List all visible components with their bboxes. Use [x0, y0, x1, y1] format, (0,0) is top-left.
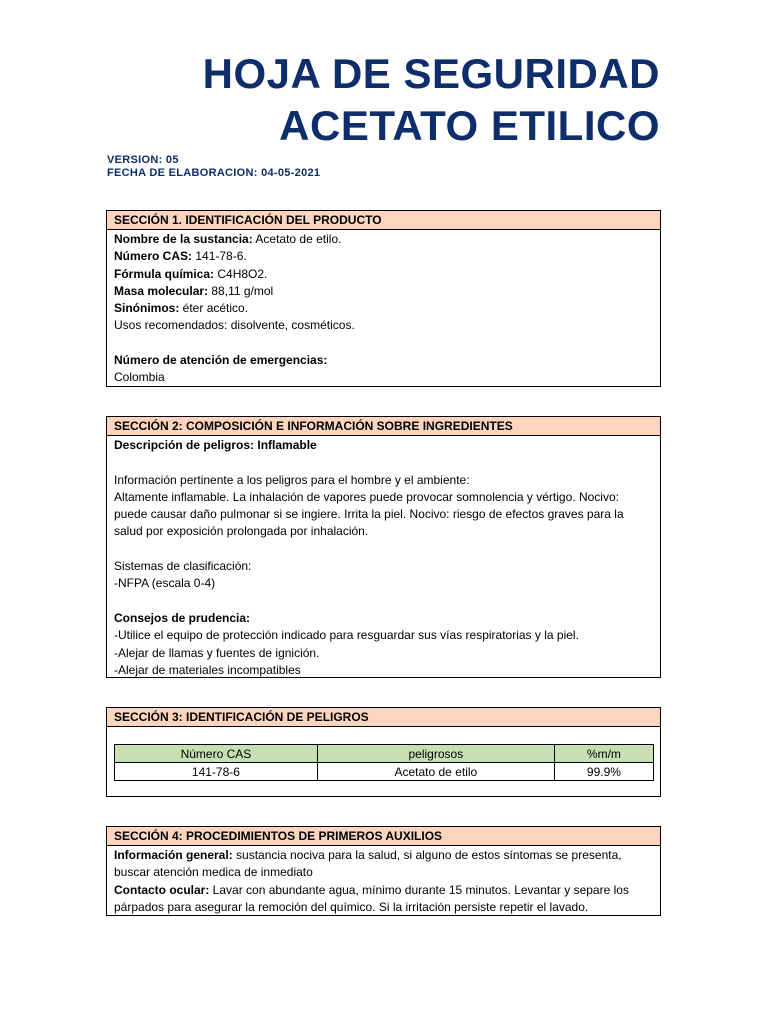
ocular-line [114, 882, 653, 899]
table-row [115, 763, 654, 781]
sinonimos-line [114, 300, 653, 317]
general-line-2: buscar atención medica de inmediato [114, 865, 313, 880]
masa-label: Masa molecular: [114, 283, 209, 298]
ocular-label: Contacto ocular: [114, 882, 210, 897]
consejo-2: -Alejar de llamas y fuentes de ignición. [114, 645, 320, 660]
col-header-pct: %m/m [554, 745, 653, 763]
general-label: Información general: [114, 848, 233, 862]
section-2-title: SECCIÓN 2: COMPOSICIÓN E INFORMACIÓN SOBRE INGREDIENTES [107, 417, 660, 436]
sistemas-title: Sistemas de clasificación: [114, 559, 252, 574]
info-line-2: puede causar daño pulmonar si se ingiere. Irrita la piel. Nocivo: riesgo de efectos graves para la [114, 507, 624, 522]
consejos-title: Consejos de prudencia: [114, 610, 251, 625]
sinonimos-label: Sinónimos: [114, 301, 180, 316]
table-header-row [115, 745, 654, 763]
cas-label: Número CAS: [114, 249, 193, 264]
usos-line: Usos recomendados: disolvente, cosméticos. [114, 318, 355, 333]
cas-line [114, 248, 653, 265]
col-header-peligrosos: peligrosos [317, 745, 554, 763]
nombre-value: Acetato de etilo. [252, 232, 342, 246]
formula-value: C4H8O2. [214, 266, 268, 281]
section-1 [106, 210, 661, 387]
consejo-3: -Alejar de materiales incompatibles [114, 662, 301, 677]
emergencias-label: Número de atención de emergencias: [114, 353, 328, 368]
info-title: Información pertinente a los peligros para el hombre y el ambiente: [114, 472, 470, 487]
nombre-label: Nombre de la sustancia: [114, 232, 253, 246]
document-title-line-2: ACETATO ETILICO [279, 102, 660, 149]
formula-label: Fórmula química: [114, 266, 215, 281]
section-2 [106, 416, 661, 678]
composition-table [114, 744, 654, 781]
cell-peligrosos: Acetato de etilo [317, 763, 554, 781]
fecha-label: FECHA DE ELABORACION: 04-05-2021 [107, 167, 321, 179]
general-line [114, 847, 653, 864]
masa-value: 88,11 g/mol [208, 283, 274, 298]
section-3 [106, 707, 661, 797]
cas-value: 141-78-6. [192, 249, 247, 264]
section-4-body [107, 846, 660, 917]
general-value: sustancia nociva para la salud, si alguno de estos síntomas se presenta, [232, 848, 622, 862]
document-title-line-1: HOJA DE SEGURIDAD [202, 50, 660, 97]
section-2-body [107, 436, 660, 680]
section-1-title: SECCIÓN 1. IDENTIFICACIÓN DEL PRODUCTO [107, 211, 660, 230]
descripcion-label: Descripción de peligros: [114, 438, 255, 452]
section-4-title: SECCIÓN 4: PROCEDIMIENTOS DE PRIMEROS AUXILIOS [107, 827, 660, 846]
sistemas-value: -NFPA (escala 0-4) [114, 576, 216, 591]
descripcion-line [114, 437, 653, 454]
section-3-title: SECCIÓN 3: IDENTIFICACIÓN DE PELIGROS [107, 708, 660, 727]
descripcion-value: Inflamable [254, 438, 317, 452]
sinonimos-value: éter acético. [179, 301, 249, 316]
ocular-value: Lavar con abundante agua, mínimo durante 15 minutos. Levantar y separe los [209, 882, 629, 897]
consejo-1: -Utilice el equipo de protección indicado para resguardar sus vías respiratorias y la piel. [114, 628, 579, 643]
formula-line [114, 266, 653, 283]
cell-pct: 99.9% [554, 763, 653, 781]
version-label: VERSION: 05 [107, 154, 179, 166]
section-4 [106, 826, 661, 916]
masa-line [114, 283, 653, 300]
section-1-body [107, 230, 660, 388]
ocular-line-2: párpados para asegurar la remoción del químico. Si la irritación persiste repetir el lavado. [114, 899, 589, 914]
info-line-1: Altamente inflamable. La inhalación de vapores puede provocar somnolencia y vértigo. Nocivo: [114, 489, 619, 504]
info-line-3: salud por exposición prolongada por inhalación. [114, 524, 369, 539]
cell-cas: 141-78-6 [115, 763, 318, 781]
col-header-cas: Número CAS [115, 745, 318, 763]
emergencias-value: Colombia [114, 370, 165, 385]
nombre-line [114, 231, 653, 248]
